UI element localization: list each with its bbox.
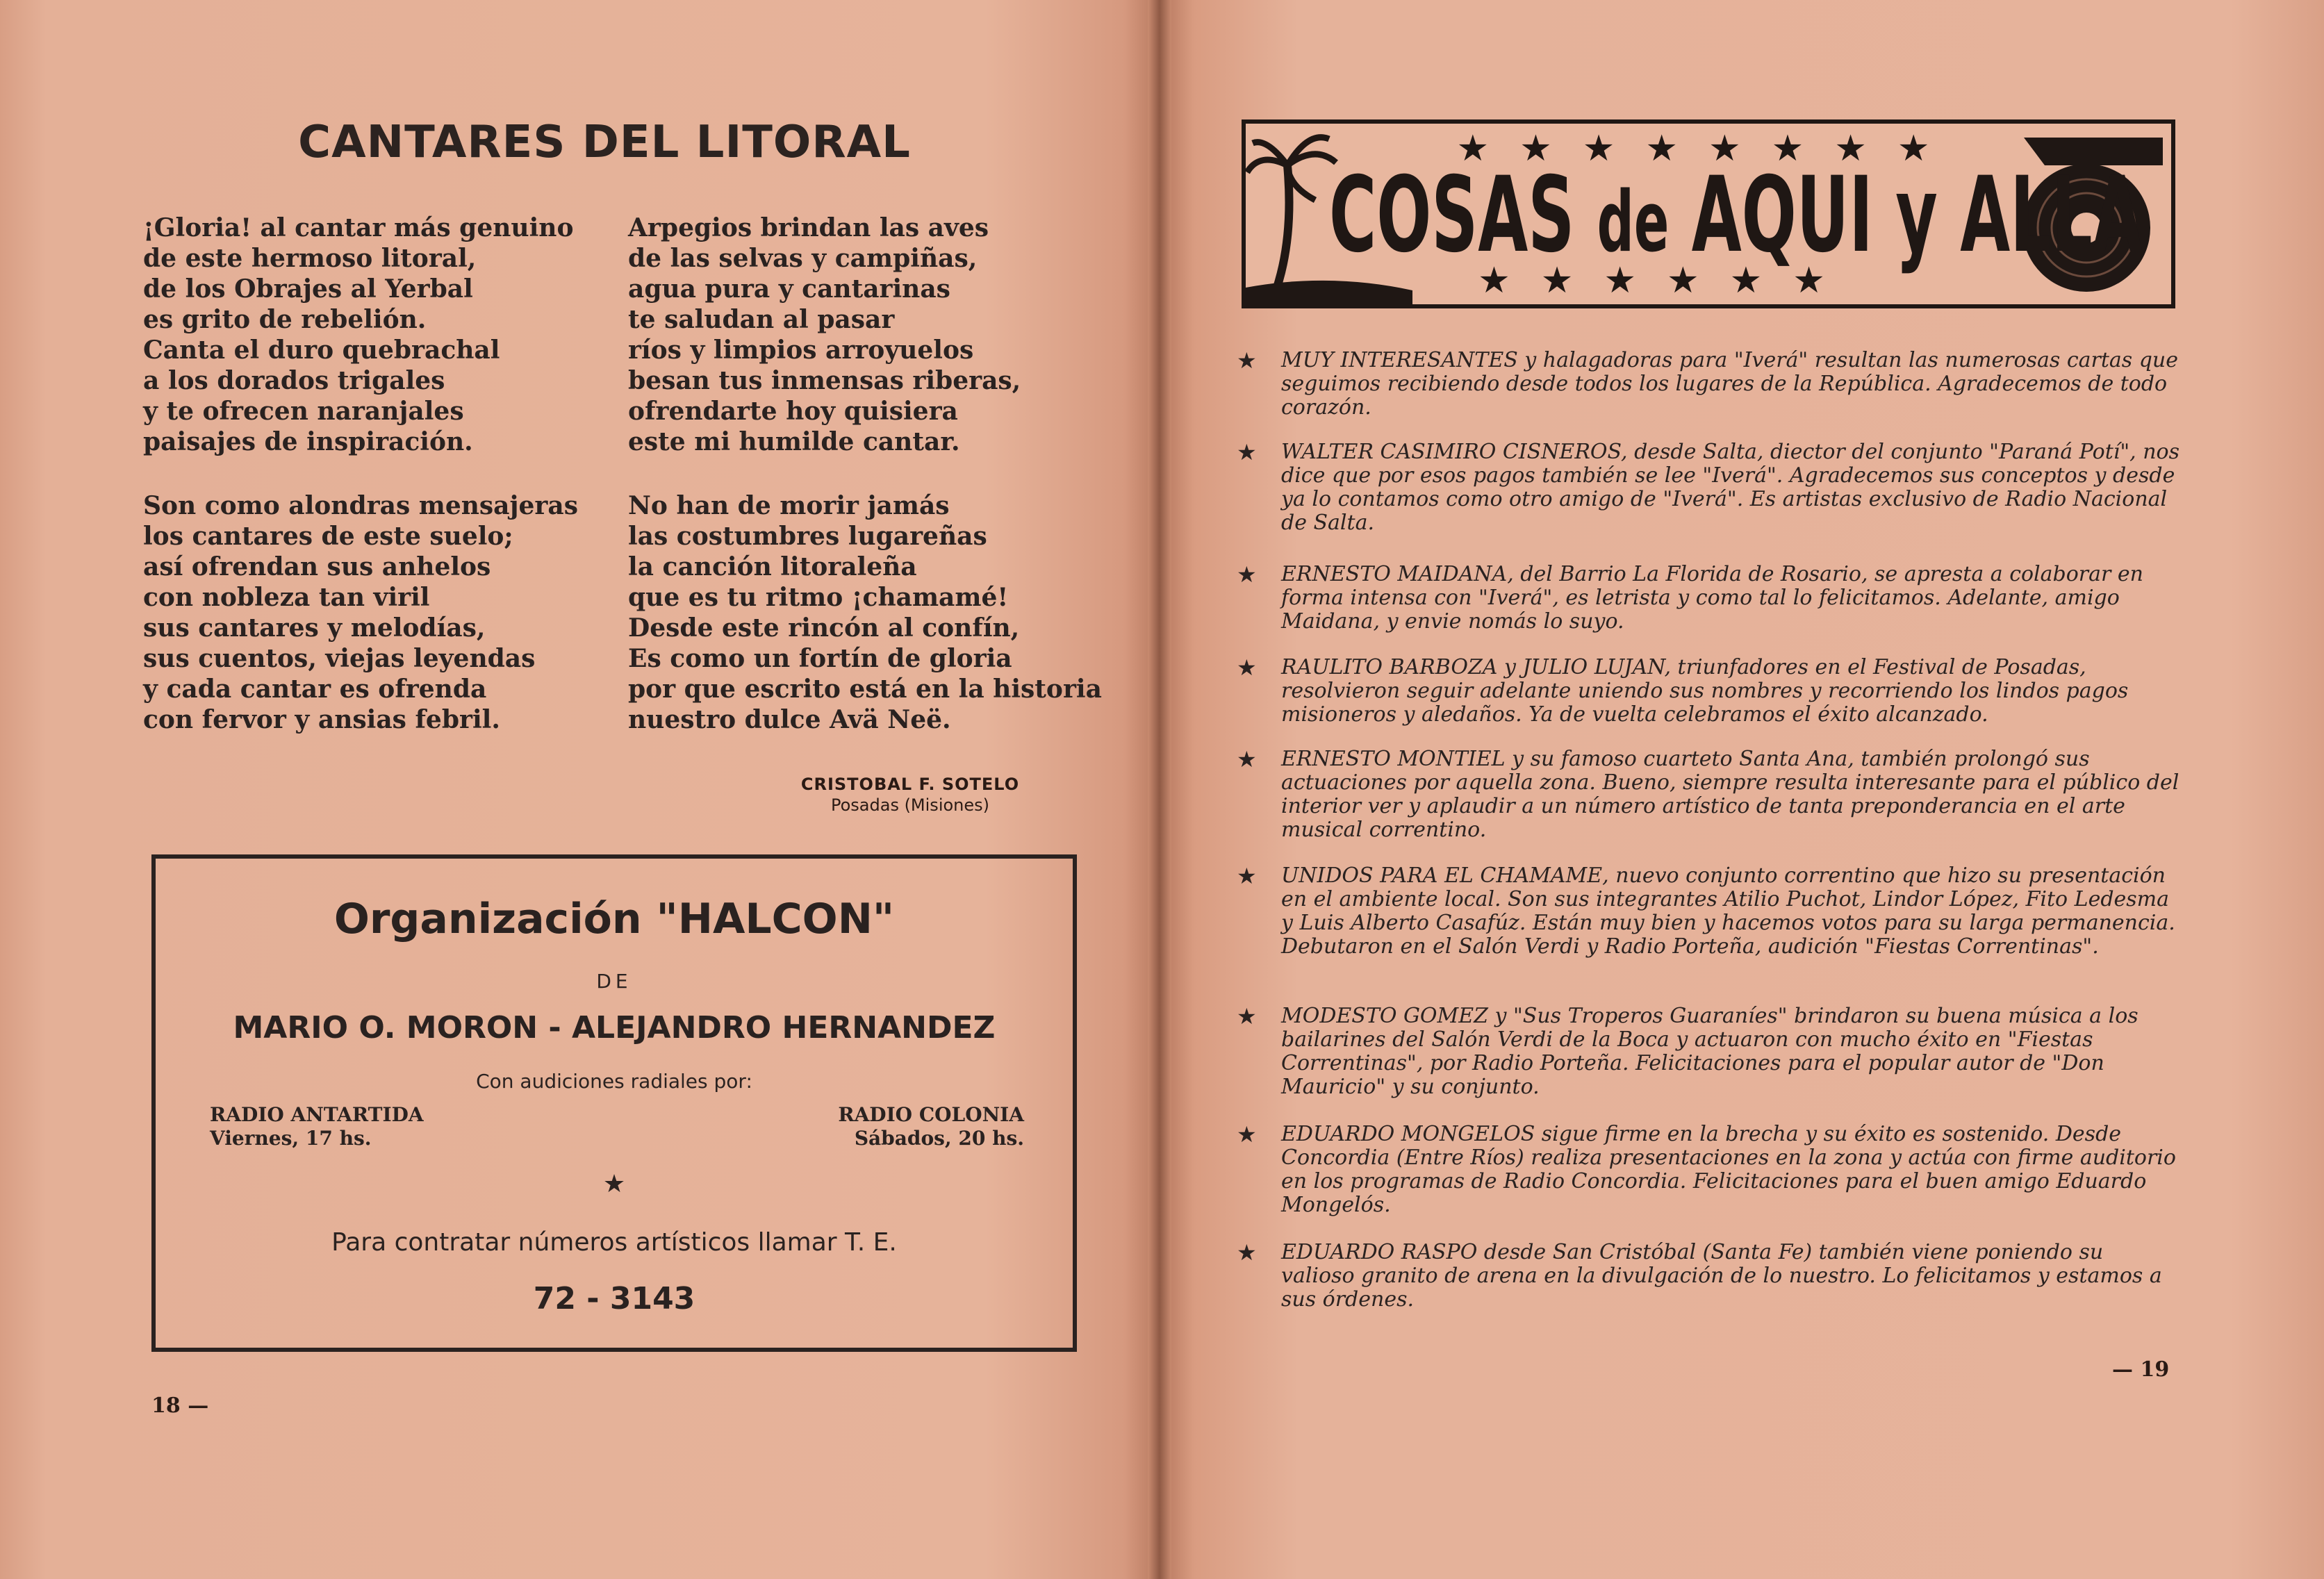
news-text: RAULITO BARBOZA y JULIO LUJAN, triunfadores en el Festival de Posadas, resolvieron seguir adelante uniendo sus nombres y recorriendo los lindos pagos misioneros y aledaños. Ya de vuelta celebramos el éxito alcanzado.: [1281, 655, 2129, 727]
news-item: [1237, 440, 2180, 535]
star-bullet-icon: ★: [1237, 863, 1257, 889]
header-title-part3: AQUI y ALLA: [1669, 155, 2143, 276]
star-bullet-icon: ★: [1237, 1121, 1257, 1148]
poem-line: y te ofrecen naranjales: [143, 397, 464, 426]
poem-line: sus cantares y melodías,: [143, 613, 486, 643]
poem-line: ofrendarte hoy quisiera: [628, 397, 958, 426]
poem-line: es grito de rebelión.: [143, 305, 427, 334]
star-bullet-icon: ★: [1237, 1239, 1257, 1266]
poem-stanza-2: [628, 213, 1021, 457]
news-text: EDUARDO MONGELOS sigue firme en la brecha y su éxito es sostenido. Desde Concordia (Entre Ríos) realiza presentaciones en la zona y actúa con firme auditorio en los programas de Radio Concordia. Felicitaciones para el buen amigo Eduardo Mongelós.: [1281, 1122, 2176, 1217]
news-text: EDUARDO RASPO desde San Cristóbal (Santa Fe) también viene poniendo su valioso granito de arena en la divulgación de lo nuestro. Lo felicitamos y estamos a sus órdenes.: [1281, 1240, 2162, 1312]
news-text: ERNESTO MAIDANA, del Barrio La Florida de Rosario, se apresta a colaborar en forma intensa con "Iverá", es letrista y como tal lo felicitamos. Adelante, amigo Maidana, y envie nomás lo suyo.: [1281, 562, 2143, 634]
stars-bottom: ★★★★★★: [1478, 260, 1856, 301]
poem-line: y cada cantar es ofrenda: [143, 675, 487, 704]
poem-stanza-1: [143, 213, 573, 457]
ad-names: MARIO O. MORON - ALEJANDRO HERNANDEZ: [233, 1010, 996, 1045]
star-bullet-icon: ★: [1237, 1003, 1257, 1030]
poem-line: ríos y limpios arroyuelos: [628, 336, 974, 365]
stars-top: ★★★★★★★★: [1456, 128, 1961, 170]
poem-line: sus cuentos, viejas leyendas: [143, 644, 536, 673]
poem-line: de las selvas y campiñas,: [628, 244, 978, 273]
news-item: [1237, 1241, 2180, 1312]
poem-line: Son como alondras mensajeras: [143, 491, 578, 520]
poem-line: Arpegios brindan las aves: [628, 213, 989, 242]
page-number-right: — 19: [2112, 1357, 2170, 1382]
poem-line: ¡Gloria! al cantar más genuino: [143, 213, 574, 242]
news-item: [1237, 747, 2180, 842]
ad-contact: Para contratar números artísticos llamar T. E.: [331, 1228, 897, 1257]
header-title-part1: COSAS: [1329, 155, 1597, 276]
poem-line: te saludan al pasar: [628, 305, 895, 334]
poem-line: Desde este rincón al confín,: [628, 613, 1020, 643]
ad-title: Organización "HALCON": [333, 895, 895, 943]
poem-line: paisajes de inspiración.: [143, 427, 473, 456]
news-item: [1237, 1005, 2180, 1099]
poem-line: Es como un fortín de gloria: [628, 644, 1012, 673]
poem-line: así ofrendan sus anhelos: [143, 552, 491, 581]
header-title-part2: de: [1597, 174, 1670, 271]
star-bullet-icon: ★: [1237, 347, 1257, 374]
star-bullet-icon: ★: [1237, 439, 1257, 465]
star-bullet-icon: ★: [1237, 746, 1257, 772]
poem-line: por que escrito está en la historia: [628, 675, 1102, 704]
news-item: [1237, 656, 2180, 727]
author-name: CRISTOBAL F. SOTELO: [800, 775, 1020, 794]
ad-de: DE: [596, 970, 632, 993]
poem-stanza-4: [628, 490, 1102, 735]
poem-line: a los dorados trigales: [143, 366, 445, 395]
poem-line: de los Obrajes al Yerbal: [143, 274, 473, 304]
header-title: [1329, 155, 2143, 279]
poem-line: con nobleza tan viril: [143, 583, 430, 612]
halcon-advertisement: [151, 854, 1077, 1352]
poem-line: nuestro dulce Avä Neë.: [628, 705, 951, 734]
poem-line: las costumbres lugareñas: [628, 522, 987, 551]
radio-left-name: RADIO ANTARTIDA: [210, 1103, 424, 1126]
poem-line: este mi humilde cantar.: [628, 427, 960, 456]
radio-left-time: Viernes, 17 hs.: [210, 1127, 372, 1150]
ad-radio-right: [838, 1103, 1024, 1150]
news-text: MUY INTERESANTES y halagadoras para "Iverá" resultan las numerosas cartas que seguimos recibiendo desde todos los lugares de la República. Agradecemos de todo corazón.: [1281, 348, 2179, 420]
ad-phone: 72 - 3143: [533, 1281, 695, 1316]
news-text: ERNESTO MONTIEL y su famoso cuarteto Santa Ana, también prolongó sus actuaciones por aquella zona. Bueno, siempre resulta interesante para el público del interior ver y aplaudir a un número artístico de tanta preponderancia en el arte musical correntino.: [1281, 747, 2179, 842]
poem-line: besan tus inmensas riberas,: [628, 366, 1021, 395]
news-item: [1237, 864, 2180, 959]
book-spine: [1148, 0, 1171, 1579]
author-place: Posadas (Misiones): [830, 795, 990, 815]
poem-line: los cantares de este suelo;: [143, 522, 513, 551]
news-text: WALTER CASIMIRO CISNEROS, desde Salta, diector del conjunto "Paraná Potí", nos dice que por esos pagos también se lee "Iverá". Agradecemos sus conceptos y desde ya lo contamos como otro amigo de "Iverá". Es artistas exclusivo de Radio Nacional de Salta.: [1281, 440, 2180, 535]
star-icon: ★: [602, 1170, 626, 1198]
poem-line: Canta el duro quebrachal: [143, 336, 500, 365]
news-text: MODESTO GOMEZ y "Sus Troperos Guaraníes" brindaron su buena música a los bailarines del Salón Verdi de la Boca y actuaron con mucho éxito en "Fiestas Correntinas", por Radio Porteña. Felicitaciones para el popular autor de "Don Mauricio" y su conjunto.: [1281, 1004, 2138, 1099]
poem-author: [750, 774, 1070, 816]
poem-stanza-3: [143, 490, 578, 735]
news-item: [1237, 349, 2180, 420]
poem-line: agua pura y cantarinas: [628, 274, 950, 304]
poem-line: con fervor y ansias febril.: [143, 705, 500, 734]
poem-line: la canción litoraleña: [628, 552, 917, 581]
news-item: [1237, 563, 2180, 634]
news-item: [1237, 1123, 2180, 1217]
ad-subtitle: Con audiciones radiales por:: [476, 1070, 752, 1093]
poem-title: CANTARES DEL LITORAL: [298, 117, 911, 168]
poem-line: de este hermoso litoral,: [143, 244, 477, 273]
ad-radio-left: [210, 1103, 424, 1150]
section-header: [1242, 119, 2175, 308]
star-bullet-icon: ★: [1237, 654, 1257, 681]
page-number-left: 18 —: [151, 1394, 209, 1418]
star-bullet-icon: ★: [1237, 561, 1257, 588]
radio-right-time: Sábados, 20 hs.: [854, 1127, 1024, 1150]
radio-right-name: RADIO COLONIA: [838, 1103, 1024, 1126]
poem-line: que es tu ritmo ¡chamamé!: [628, 583, 1009, 612]
poem-line: No han de morir jamás: [628, 491, 950, 520]
news-text: UNIDOS PARA EL CHAMAME, nuevo conjunto correntino que hizo su presentación en el ambiente local. Son sus integrantes Atilio Puchot, Lindor López, Fito Ledesma y Luis Alberto Casafúz. Están muy bien y hacemos votos para su larga permanencia. Debutaron en el Salón Verdi y Radio Porteña, audición "Fiestas Correntinas".: [1281, 863, 2175, 959]
